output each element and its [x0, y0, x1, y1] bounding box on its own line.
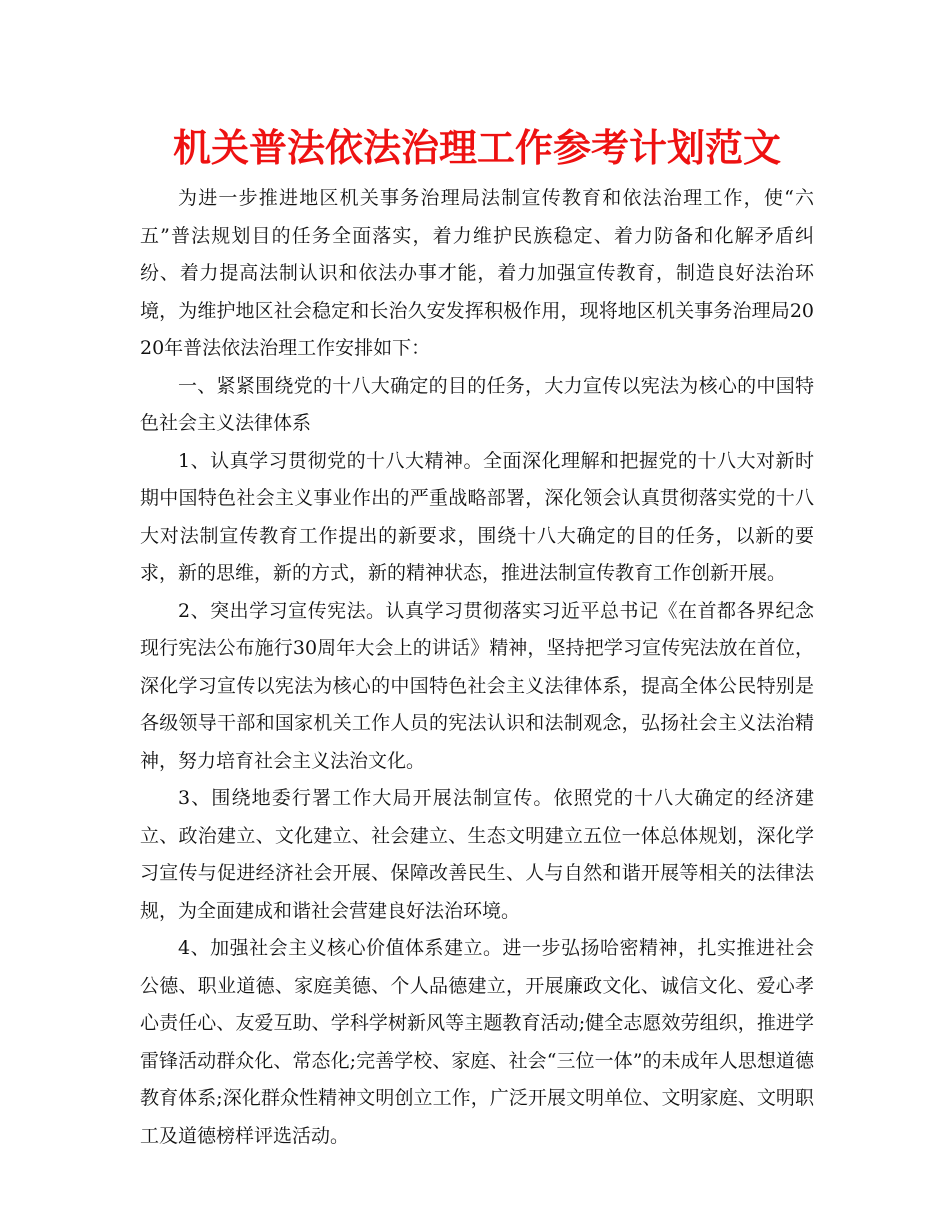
paragraph-item-4: 4、加强社会主义核心价值体系建立。进一步弘扬哈密精神，扎实推进社会公德、职业道德、家庭美德、个人品德建立，开展廉政文化、诚信文化、爱心孝心责任心、友爱互助、学科学树新风等主题教育活动;健全志愿效劳组织，推进学雷锋活动群众化、常态化;完善学校、家庭、社会“三位一体”的未成年人思想道德教育体系;深化群众性精神文明创立工作，广泛开展文明单位、文明家庭、文明职工及道德榜样评选活动。	[140, 937, 814, 1147]
paragraph-item-1: 1、认真学习贯彻党的十八大精神。全面深化理解和把握党的十八大对新时期中国特色社会主义事业作出的严重战略部署，深化领会认真贯彻落实党的十八大对法制宣传教育工作提出的新要求，围绕十八大确定的目的任务，以新的要求，新的思维，新的方式，新的精神状态，推进法制宣传教育工作创新开展。	[140, 449, 814, 584]
paragraph-intro: 为进一步推进地区机关事务治理局法制宣传教育和依法治理工作，使“六五”普法规划目的任务全面落实，着力维护民族稳定、着力防备和化解矛盾纠纷、着力提高法制认识和依法办事才能，着力加强宣传教育，制造良好法治环境，为维护地区社会稳定和长治久安发挥积极作用，现将地区机关事务治理局2020年普法依法治理工作安排如下：	[140, 187, 814, 359]
paragraph-item-3: 3、围绕地委行署工作大局开展法制宣传。依照党的十八大确定的经济建立、政治建立、文化建立、社会建立、生态文明建立五位一体总体规划，深化学习宣传与促进经济社会开展、保障改善民生、人与自然和谐开展等相关的法律法规，为全面建成和谐社会营建良好法治环境。	[140, 787, 814, 922]
paragraph-item-2: 2、突出学习宣传宪法。认真学习贯彻落实习近平总书记《在首都各界纪念现行宪法公布施行30周年大会上的讲话》精神，坚持把学习宣传宪法放在首位，深化学习宣传以宪法为核心的中国特色社会主义法律体系，提高全体公民特别是各级领导干部和国家机关工作人员的宪法认识和法制观念，弘扬社会主义法治精神，努力培育社会主义法治文化。	[140, 599, 814, 772]
document-title: 机关普法依法治理工作参考计划范文	[172, 126, 781, 170]
paragraph-section-heading-1: 一、紧紧围绕党的十八大确定的目的任务，大力宣传以宪法为核心的中国特色社会主义法律体系	[140, 374, 814, 434]
